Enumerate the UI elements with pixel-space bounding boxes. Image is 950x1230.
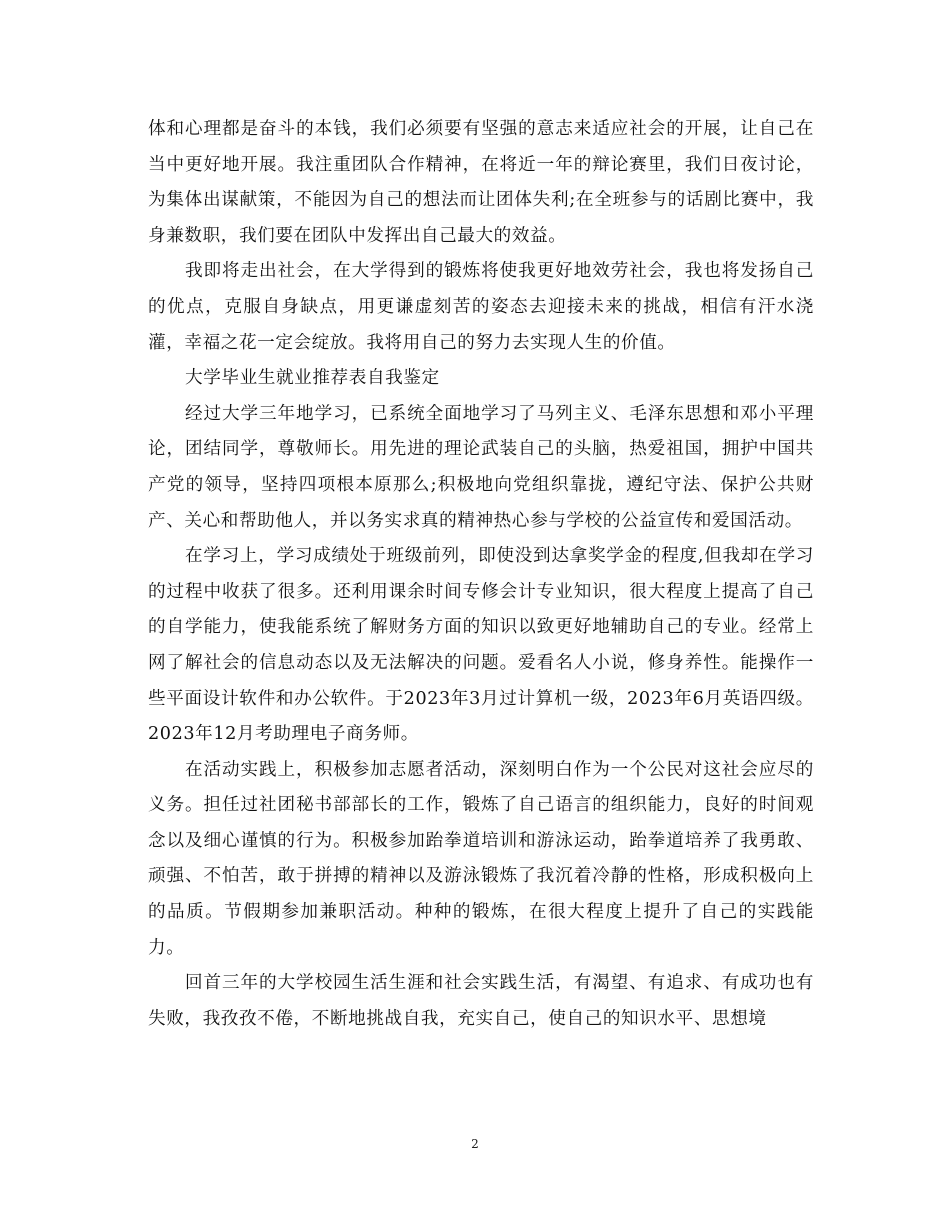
- paragraph: 回首三年的大学校园生活生涯和社会实践生活，有渴望、有追求、有成功也有失败，我孜孜不倦，不断地挑战自我，充实自己，使自己的知识水平、思想境: [148, 973, 814, 1029]
- document-body: [148, 112, 814, 1037]
- paragraph: 经过大学三年地学习，已系统全面地学习了马列主义、毛泽东思想和邓小平理论，团结同学，尊敬师长。用先进的理论武装自己的头脑，热爱祖国，拥护中国共产党的领导，坚持四项根本原那么;积极地向党组织靠拢，遵纪守法、保护公共财产、关心和帮助他人，并以务实求真的精神热心参与学校的公益宣传和爱国活动。: [148, 403, 814, 531]
- page-number: 2: [471, 1137, 479, 1151]
- paragraph: 在学习上，学习成绩处于班级前列，即使没到达拿奖学金的程度,但我却在学习的过程中收获了很多。还利用课余时间专修会计专业知识，很大程度上提高了自己的自学能力，使我能系统了解财务方面的知识以致更好地辅助自己的专业。经常上网了解社会的信息动态以及无法解决的问题。爱看名人小说，修身养性。能操作一些平面设计软件和办公软件。于2023年3月过计算机一级，2023年6月英语四级。2023年12月考助理电子商务师。: [148, 546, 814, 745]
- paragraph: 在活动实践上，积极参加志愿者活动，深刻明白作为一个公民对这社会应尽的义务。担任过社团秘书部部长的工作，锻炼了自己语言的组织能力，良好的时间观念以及细心谨慎的行为。积极参加跆拳道培训和游泳运动，跆拳道培养了我勇敢、顽强、不怕苦，敢于拼搏的精神以及游泳锻炼了我沉着冷静的性格，形成积极向上的品质。节假期参加兼职活动。种种的锻炼，在很大程度上提升了自己的实践能力。: [148, 759, 814, 958]
- paragraph: 体和心理都是奋斗的本钱，我们必须要有坚强的意志来适应社会的开展，让自己在当中更好地开展。我注重团队合作精神，在将近一年的辩论赛里，我们日夜讨论，为集体出谋献策，不能因为自己的想法而让团体失利;在全班参与的话剧比赛中，我身兼数职，我们要在团队中发挥出自己最大的效益。: [148, 119, 814, 246]
- section-heading: 大学毕业生就业推荐表自我鉴定: [185, 368, 440, 389]
- paragraph: 我即将走出社会，在大学得到的锻炼将使我更好地效劳社会，我也将发扬自己的优点，克服自身缺点，用更谦虚刻苦的姿态去迎接未来的挑战，相信有汗水浇灌，幸福之花一定会绽放。我将用自己的努力去实现人生的价值。: [148, 261, 814, 353]
